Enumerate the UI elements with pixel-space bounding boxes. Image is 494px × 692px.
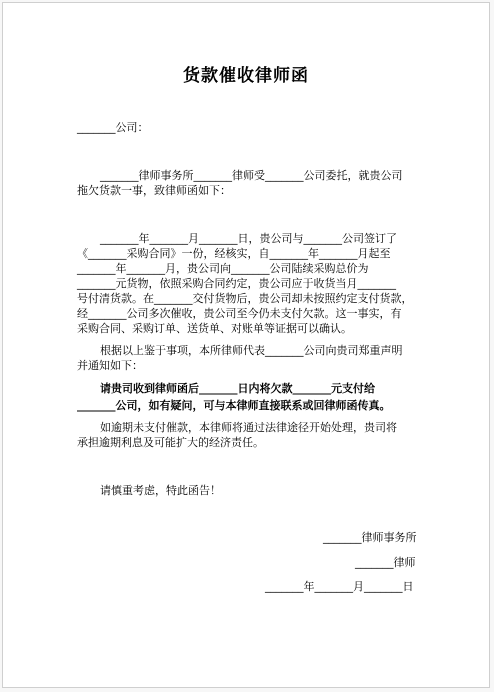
demand-line-1: 请贵司收到律师函后_______日内将欠款_______元支付给 (100, 382, 375, 395)
intro-line-1: _______律师事务所_______律师受_______公司委托，就贵公司 (100, 169, 403, 182)
facts-line-2: 《_______采购合同》一份，经核实，自_______年_______月起至 (77, 247, 391, 260)
signature-firm: _______律师事务所 (323, 531, 417, 544)
demand-line-2: _______公司，如有疑问，可与本律师直接联系或回律师函传真。 (77, 399, 391, 412)
facts-line-3: _______年_______月，贵公司向_______公司陆续采购总价为 (77, 262, 369, 275)
facts-line-5: 号付清货款。在_______交付货物后，贵公司却未按照约定支付货款， (77, 292, 413, 305)
closing-line: 请慎重考虑，特此函告！ (100, 484, 221, 497)
document-page (2, 2, 490, 688)
intro-line-2: 拖欠货款一事，致律师函如下： (77, 184, 231, 197)
signature-date: _______年_______月_______日 (265, 580, 414, 593)
facts-line-4: _______元货物，依照采购合同约定，贵公司应于收货当月_______ (77, 277, 396, 290)
warning-line-1: 如逾期未支付催款，本律师将通过法律途径开始处理，贵司将 (100, 421, 397, 434)
salutation: _______公司： (77, 121, 149, 134)
warning-line-2: 承担逾期利息及可能扩大的经济责任。 (77, 436, 264, 449)
document-title: 货款催收律师函 (183, 66, 309, 86)
facts-line-6: 经_______公司多次催收，贵公司至今仍未支付欠款。这一事实，有 (77, 307, 402, 320)
statement-line-1: 根据以上鉴于事项，本所律师代表_______公司向贵司郑重声明 (100, 344, 403, 357)
statement-line-2: 并通知如下： (77, 359, 143, 372)
facts-line-7: 采购合同、采购订单、送货单、对账单等证据可以确认。 (77, 322, 352, 335)
signature-lawyer: _______律师 (355, 556, 416, 569)
facts-line-1: _______年_______月_______日，贵公司与_______公司签订了 (100, 232, 397, 245)
